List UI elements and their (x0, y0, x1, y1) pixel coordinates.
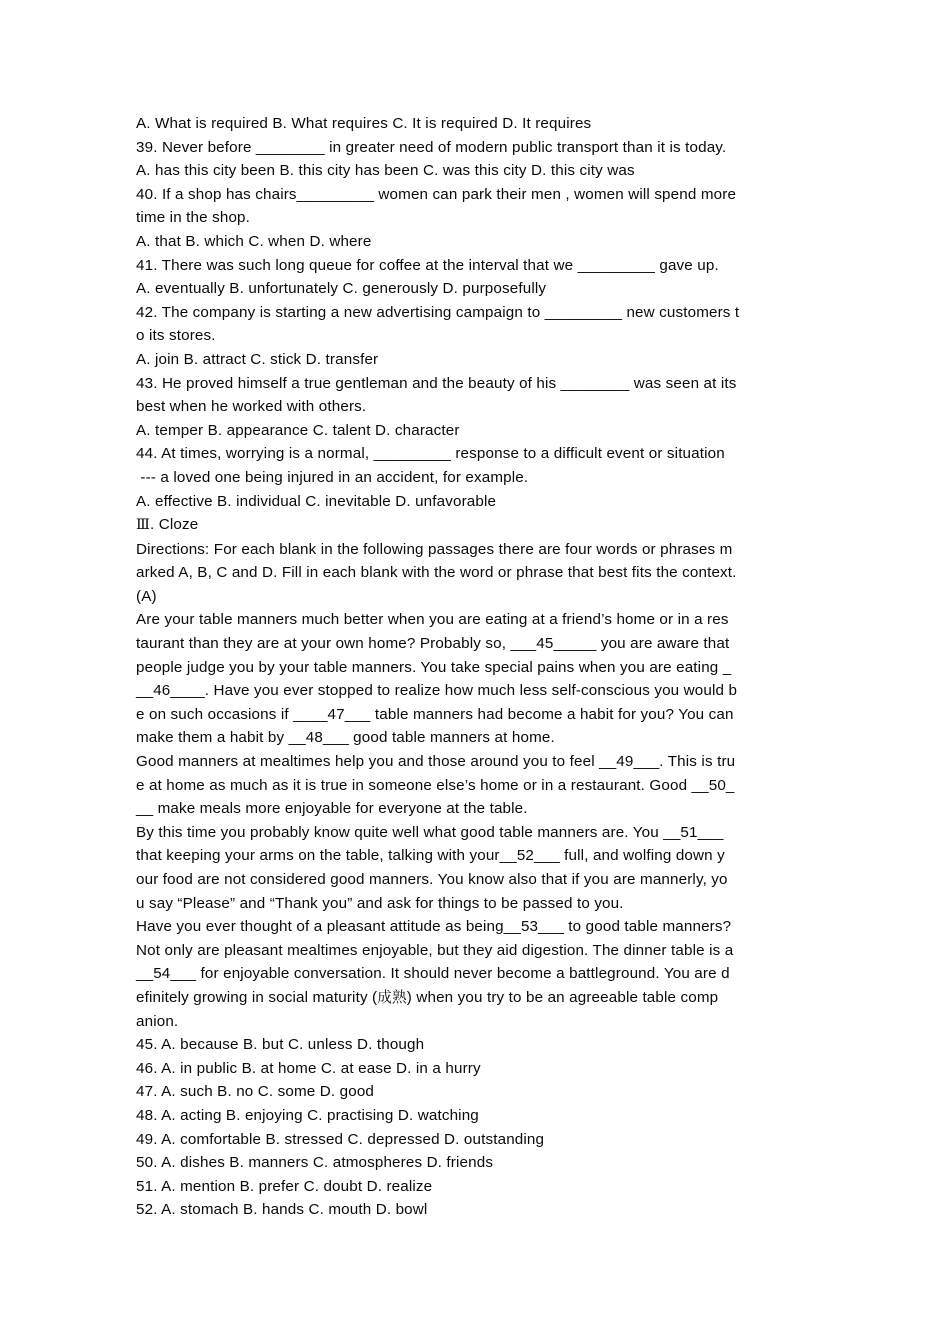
document-line: __54___ for enjoyable conversation. It should never become a battleground. You are d (136, 965, 730, 983)
document-line: Not only are pleasant mealtimes enjoyable, but they aid digestion. The dinner table is a (136, 941, 734, 959)
document-line: 46. A. in public B. at home C. at ease D. in a hurry (136, 1059, 481, 1077)
document-line: anion. (136, 1012, 179, 1030)
document-line: 47. A. such B. no C. some D. good (136, 1083, 375, 1101)
document-line: Have you ever thought of a pleasant attitude as being__53___ to good table manners? (136, 918, 732, 936)
document-line: 41. There was such long queue for coffee at the interval that we _________ gave up. (136, 256, 719, 274)
document-line: A. has this city been B. this city has been C. was this city D. this city was (136, 162, 635, 180)
document-line: (A) (136, 587, 157, 605)
document-line: A. What is required B. What requires C. It is required D. It requires (136, 115, 592, 132)
document-line: A. join B. attract C. stick D. transfer (136, 350, 379, 368)
document-line: 43. He proved himself a true gentleman and the beauty of his ________ was seen at its (136, 374, 737, 392)
document-line: u say “Please” and “Thank you” and ask for things to be passed to you. (136, 894, 624, 912)
document-line: 39. Never before ________ in greater need of modern public transport than it is today. (136, 138, 727, 156)
document-line: make them a habit by __48___ good table manners at home. (136, 729, 555, 747)
document-line: A. that B. which C. when D. where (136, 232, 372, 250)
document-line: By this time you probably know quite well what good table manners are. You __51___ (136, 823, 724, 841)
roman-numeral-three: Ⅲ (136, 517, 151, 534)
document-line: A. eventually B. unfortunately C. generously D. purposefully (136, 280, 547, 298)
document-line: 44. At times, worrying is a normal, _________ response to a difficult event or situation (136, 445, 725, 463)
document-line: 51. A. mention B. prefer C. doubt D. realize (136, 1177, 433, 1195)
document-line: A. temper B. appearance C. talent D. character (136, 421, 460, 439)
document-line: Good manners at mealtimes help you and those around you to feel __49___. This is tru (136, 753, 736, 771)
document-line: e at home as much as it is true in someone else’s home or in a restaurant. Good __50_ (136, 776, 735, 794)
passage-line-maturity (136, 986, 826, 1010)
document-line: Directions: For each blank in the following passages there are four words or phrases m (136, 540, 733, 558)
document-line: A. effective B. individual C. inevitable D. unfavorable (136, 492, 497, 510)
document-line: 50. A. dishes B. manners C. atmospheres D. friends (136, 1154, 494, 1172)
document-line: arked A, B, C and D. Fill in each blank with the word or phrase that best fits the context. (136, 564, 737, 582)
maturity-text-after: ) when you try to be an agreeable table comp (406, 988, 719, 1006)
document-line: __46____. Have you ever stopped to realize how much less self-conscious you would b (136, 682, 738, 700)
document-line: o its stores. (136, 327, 216, 345)
document-line: our food are not considered good manners. You know also that if you are mannerly, yo (136, 871, 728, 888)
document-line: taurant than they are at your own home? Probably so, ___45_____ you are aware that (136, 635, 730, 653)
document-line: that keeping your arms on the table, talking with your__52___ full, and wolfing down y (136, 847, 725, 865)
document-line: Are your table manners much better when you are eating at a friend’s home or in a res (136, 611, 729, 629)
cloze-section-heading (136, 513, 826, 538)
document-text-column (136, 112, 826, 1222)
cloze-heading-label: . Cloze (150, 516, 199, 534)
document-line: __ make meals more enjoyable for everyone at the table. (136, 800, 528, 818)
document-line: 40. If a shop has chairs_________ women can park their men , women will spend more (136, 185, 737, 203)
chinese-gloss-maturity: 成熟 (377, 988, 407, 1006)
document-line: e on such occasions if ____47___ table manners had become a habit for you? You can (136, 705, 734, 723)
document-line: --- a loved one being injured in an accident, for example. (136, 468, 529, 486)
document-line: time in the shop. (136, 209, 251, 227)
document-line: 42. The company is starting a new advertising campaign to _________ new customers t (136, 303, 740, 321)
document-line: 45. A. because B. but C. unless D. though (136, 1036, 425, 1054)
document-line: 48. A. acting B. enjoying C. practising D. watching (136, 1106, 479, 1124)
document-line: best when he worked with others. (136, 398, 367, 416)
document-line: 52. A. stomach B. hands C. mouth D. bowl (136, 1201, 428, 1219)
maturity-text-before: efinitely growing in social maturity ( (136, 988, 378, 1006)
document-line: 49. A. comfortable B. stressed C. depressed D. outstanding (136, 1130, 545, 1148)
document-line: people judge you by your table manners. You take special pains when you are eating _ (136, 658, 732, 676)
